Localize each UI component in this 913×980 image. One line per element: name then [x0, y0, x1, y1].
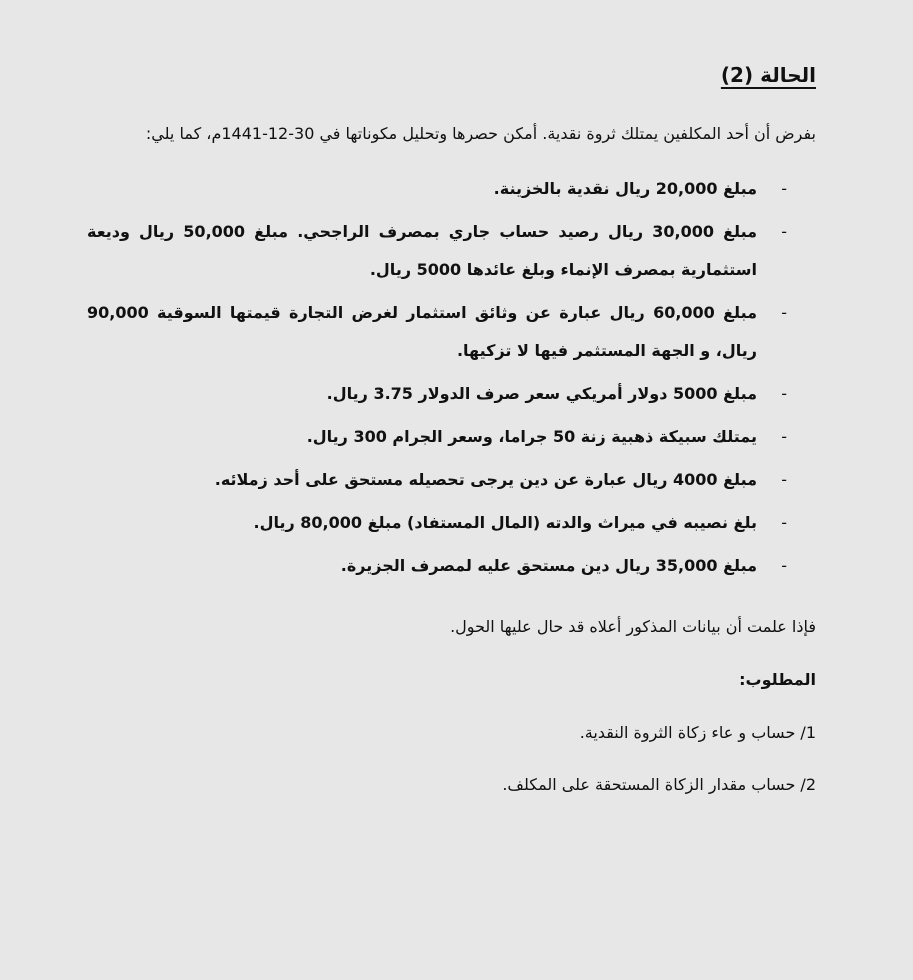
list-item [87, 213, 787, 289]
intro-paragraph: بفرض أن أحد المكلفين يمتلك ثروة نقدية. أمكن حصرها وتحليل مكوناتها في 30-12-1441م، كما يلي: [145, 124, 816, 143]
list-item [87, 418, 787, 456]
question-2: 2/ حساب مقدار الزكاة المستحقة على المكلف. [502, 775, 816, 794]
note-paragraph: فإذا علمت أن بيانات المذكور أعلاه قد حال عليها الحول. [450, 617, 816, 636]
question-1: 1/ حساب و عاء زكاة الثروة النقدية. [579, 723, 816, 742]
asset-list [87, 170, 787, 590]
list-item [87, 461, 787, 499]
bullet-dash: - [781, 384, 787, 403]
required-heading: المطلوب: [739, 670, 816, 689]
list-item [87, 170, 787, 208]
bullet-dash: - [781, 427, 787, 446]
list-item [87, 294, 787, 370]
list-item-text: مبلغ 30,000 ريال رصيد حساب جاري بمصرف الراجحي. مبلغ 50,000 ريال وديعة استثمارية بمصرف الإنماء وبلغ عائدها 5000 ريال. [87, 222, 758, 279]
list-item-text: مبلغ 35,000 ريال دين مستحق عليه لمصرف الجزيرة. [340, 556, 757, 575]
list-item-text: يمتلك سبيكة ذهبية زنة 50 جراما، وسعر الجرام 300 ريال. [306, 427, 757, 446]
bullet-dash: - [781, 179, 787, 198]
bullet-dash: - [781, 470, 787, 489]
bullet-dash: - [781, 556, 787, 575]
list-item [87, 547, 787, 585]
list-item-text: مبلغ 60,000 ريال عبارة عن وثائق استثمار لغرض التجارة قيمتها السوقية 90,000 ريال، و الجهة المستثمر فيها لا تزكيها. [87, 303, 758, 360]
bullet-dash: - [781, 303, 787, 322]
list-item-text: مبلغ 5000 دولار أمريكي سعر صرف الدولار 3.75 ريال. [326, 384, 757, 403]
list-item [87, 504, 787, 542]
bullet-dash: - [781, 222, 787, 241]
list-item [87, 375, 787, 413]
list-item-text: بلغ نصيبه في ميراث والدته (المال المستفاد) مبلغ 80,000 ريال. [253, 513, 757, 532]
list-item-text: مبلغ 4000 ريال عبارة عن دين يرجى تحصيله مستحق على أحد زملائه. [214, 470, 757, 489]
case-title: الحالة (2) [720, 63, 816, 87]
list-item-text: مبلغ 20,000 ريال نقدية بالخزينة. [493, 179, 757, 198]
bullet-dash: - [781, 513, 787, 532]
